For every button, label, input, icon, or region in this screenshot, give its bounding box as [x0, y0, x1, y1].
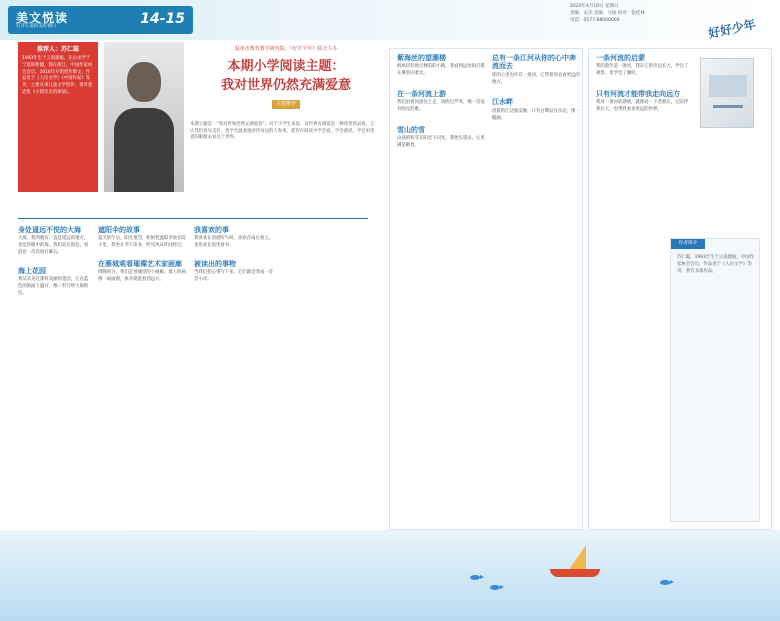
left-col-2 — [98, 226, 188, 524]
meta-line-3: 电话：0577-88000000 — [570, 17, 620, 23]
author-title: 推荐人：苏仁聪 — [36, 46, 79, 53]
article-title-3: 遮阳伞的故事 — [98, 226, 140, 234]
brand-block — [8, 6, 193, 34]
right-text-7: 我对一条河的感情，就像对一个老朋友，它陪伴我长大，也带我看见更远的世界。 — [596, 100, 689, 113]
right-title-4: 江水畔 — [492, 98, 513, 107]
brand-title: 美文悦读 — [16, 11, 69, 25]
fish-icon — [490, 585, 500, 590]
page-number: 14-15 — [140, 11, 185, 27]
article-text-1: 大海，我所拥有一直是遥远的地方，也是你眼中的海。我们站在海边，看浪花一次次拍打礁石。 — [18, 236, 89, 256]
right-text-1: 海风轻轻吹过楼前的小路，我看到远处的灯塔在雾里闪着光。 — [397, 64, 485, 77]
article-text-3: 夏天的午后，阳光很烈，奶奶把遮阳伞放在院子里，我坐在伞下读书，听见风从叶间经过。 — [98, 236, 186, 249]
right-title-5: 雪山的雪 — [397, 126, 425, 135]
headline-badge: 主题推荐 — [272, 100, 300, 110]
article-text-2: 我从未见过那样美丽的花园，它在蓝色的海面上盛开，像一封写给大海的信。 — [18, 277, 89, 296]
right-text-3: 我们沿着河流往上走，风吹过芦苇，像一首没有唱完的歌。 — [397, 100, 485, 113]
sailboat-hull — [550, 569, 600, 577]
right-text-5: 山顶的积雪在阳光下闪光，我抬头望去，心里满是敬畏。 — [397, 136, 485, 149]
meta-line-2: 责编：宋杰 美编：马尾 校对：张桂林 — [570, 10, 645, 16]
article-title-5: 我喜欢的事 — [194, 226, 229, 234]
ocean-decoration — [0, 530, 780, 621]
right-title-7: 只有河流才能带我走向远方 — [596, 90, 680, 99]
brand-subtitle: 打开心灵的美好窗口 — [16, 24, 57, 29]
author-intro-box — [670, 238, 760, 522]
left-col-1 — [18, 226, 92, 524]
logo-text: 好好少年 — [707, 17, 757, 41]
author-bio: 1993年生于云南建瓯，先后求学于宁夏和新疆，现在浙江，中国作家协会会员。2016年开始创作散文，作品见于《人民文学》《中国作家》等刊，主要从事儿童文学创作，著有童话集《小猪皮皮的烦恼》。 — [22, 56, 93, 96]
article-title-2: 海上花园 — [18, 266, 46, 275]
left-col-3 — [194, 226, 274, 524]
photo-head-shape — [127, 62, 161, 102]
author-intro-tab: 作者简介 — [671, 239, 705, 249]
headline-title-1: 本期小学阅读主题： — [227, 58, 345, 74]
article-text-6: 当我们把心事写下来，它们就会变成一首首小诗。 — [194, 270, 274, 283]
article-text-5: 我喜欢在清晨听鸟叫，喜欢在雨后看云，也喜欢在夜里看书。 — [194, 236, 274, 249]
book-cover-image — [700, 58, 754, 128]
right-title-1: 紫海丝的望潮楼 — [397, 54, 446, 62]
right-title-6: 一条河流的启蒙 — [596, 54, 645, 62]
intro-text: 本期主题是：“我对世界仍然充满爱意”。对于小学生来说，对世界充满爱是一种珍贵的品质，它让我们看见美好，也学会温柔地对待身边的人和事。愿你在阅读中学会爱，学会感恩，学会用善意的眼睛去看这个世界。 — [190, 122, 375, 141]
right-title-2: 总有一条江河从你的心中奔流而去 — [492, 54, 576, 71]
article-title-1: 身处遥远不悦的大海 — [18, 226, 81, 234]
fish-icon — [470, 575, 480, 580]
headline-sup: 温州市教育教学研究院、《好学少年》联合主办 — [234, 46, 338, 52]
right-col-1 — [397, 54, 487, 526]
sailboat-illustration — [540, 545, 610, 579]
sailboat-sail — [568, 545, 586, 571]
headline-title-2: 我对世界仍然充满爱意 — [220, 78, 351, 93]
meta-line-1: 2020年4月19日 星期日 — [570, 4, 619, 9]
article-title-4: 在雁城观看璀璨艺术家画廊 — [98, 260, 182, 269]
author-intro-text: 苏仁聪，1993年生于云南建瓯，中国作家协会会员，作品见于《人民文学》等刊，著有多部作品。 — [677, 255, 755, 274]
right-col-2 — [492, 54, 580, 526]
author-photo — [104, 42, 184, 192]
fish-icon — [660, 580, 670, 585]
article-title-6: 被读出的事物 — [194, 260, 236, 269]
right-title-3: 在一条河流上游 — [397, 90, 446, 99]
photo-body-shape — [114, 108, 174, 192]
right-text-4: 清晨的江边很安静，只有白鹭站在水边，像一幅画。 — [492, 108, 580, 121]
headline-block — [196, 46, 376, 109]
article-text-4: 傍晚时分，我们走进城里的小画廊，墙上的画像一扇扇窗，推开就能看到远方。 — [98, 270, 186, 283]
section-divider — [18, 218, 368, 219]
right-text-6: 我的童年是一条河，我在它的旁边长大，学会了观察，也学会了倾听。 — [596, 64, 689, 77]
right-text-2: 你的心里也许有一条河，它带着你去看更远的地方。 — [492, 72, 580, 85]
author-red-panel — [18, 42, 98, 192]
page-meta — [570, 4, 700, 24]
